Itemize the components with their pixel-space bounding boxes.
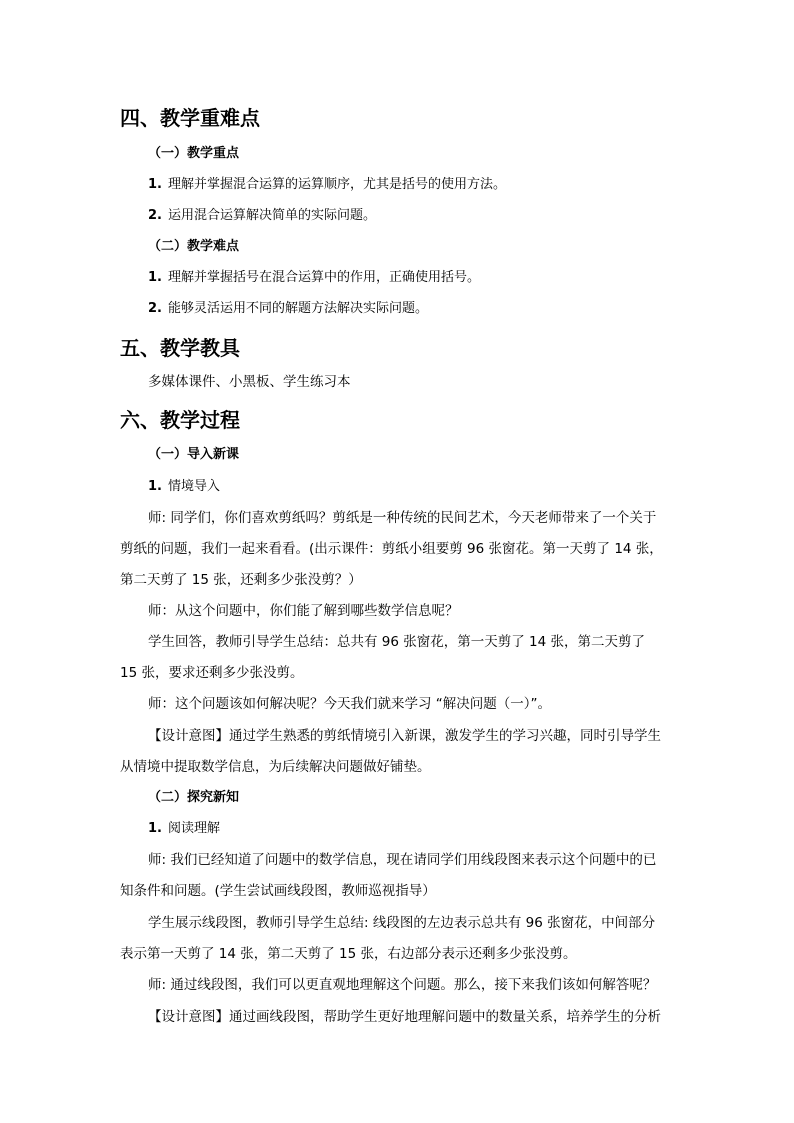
section-6-title: 六、教学过程 xyxy=(120,408,240,432)
list-item xyxy=(148,299,428,319)
list-item xyxy=(148,819,220,839)
list-item xyxy=(148,477,220,497)
section-6-sub1-heading: （一）导入新课 xyxy=(148,447,240,462)
design-intent-line: 【设计意图】通过学生熟悉的剪纸情境引入新课，激发学生的学习兴趣，同时引导学生 xyxy=(148,728,661,744)
section-4-sub2-heading: （二）教学难点 xyxy=(148,239,240,254)
list-item-text: 理解并掌握括号在混合运算中的作用，正确使用括号。 xyxy=(167,270,480,285)
section-4-sub1-heading: （一）教学重点 xyxy=(148,146,240,161)
paragraph-line: 第二天剪了 15 张，还剩多少张没剪？） xyxy=(120,572,362,588)
paragraph-line: 师: 我们已经知道了问题中的数学信息，现在请同学们用线段图来表示这个问题中的已 xyxy=(148,852,657,868)
design-intent-line: 【设计意图】通过画线段图，帮助学生更好地理解问题中的数量关系，培养学生的分析 xyxy=(148,1009,661,1025)
paragraph-line: 师: 同学们，你们喜欢剪纸吗？剪纸是一种传统的民间艺术，今天老师带来了一个关于 xyxy=(148,510,657,526)
section-5-title: 五、教学教具 xyxy=(120,336,240,360)
list-item-text: 能够灵活运用不同的解题方法解决实际问题。 xyxy=(167,301,428,316)
paragraph-line: 表示第一天剪了 14 张，第二天剪了 15 张，右边部分表示还剩多少张没剪。 xyxy=(120,946,577,962)
paragraph-line: 15 张，要求还剩多少张没剪。 xyxy=(120,665,304,681)
list-item-number: 1. xyxy=(148,270,162,285)
list-item xyxy=(148,206,376,226)
section-6-sub2-heading: （二）探究新知 xyxy=(148,790,240,805)
list-item-text: 阅读理解 xyxy=(167,821,220,836)
list-item-text: 运用混合运算解决简单的实际问题。 xyxy=(167,208,376,223)
list-item-text: 理解并掌握混合运算的运算顺序，尤其是括号的使用方法。 xyxy=(167,177,506,192)
list-item xyxy=(148,175,506,195)
paragraph-line: 师：这个问题该如何解决呢？今天我们就来学习 “解决问题（一）”。 xyxy=(148,696,552,712)
paragraph-line: 师：从这个问题中，你们能了解到哪些数学信息呢？ xyxy=(148,603,459,619)
paragraph-line: 学生展示线段图，教师引导学生总结: 线段图的左边表示总共有 96 张窗花，中间部分 xyxy=(148,915,656,931)
paragraph-line: 学生回答，教师引导学生总结：总共有 96 张窗花，第一天剪了 14 张，第二天剪了 xyxy=(148,634,646,650)
section-4-title: 四、教学重难点 xyxy=(120,106,260,130)
paragraph-line: 从情境中提取数学信息，为后续解决问题做好铺垫。 xyxy=(120,759,431,775)
list-item-number: 2. xyxy=(148,208,162,223)
list-item-number: 1. xyxy=(148,821,162,836)
list-item-number: 2. xyxy=(148,301,162,316)
section-5-body: 多媒体课件、小黑板、学生练习本 xyxy=(148,374,351,390)
paragraph-line: 知条件和问题。(学生尝试画线段图，教师巡视指导） xyxy=(120,883,436,899)
list-item-number: 1. xyxy=(148,479,162,494)
list-item xyxy=(148,268,480,288)
paragraph-line: 师: 通过线段图，我们可以更直观地理解这个问题。那么，接下来我们该如何解答呢？ xyxy=(148,977,657,993)
list-item-text: 情境导入 xyxy=(167,479,220,494)
paragraph-line: 剪纸的问题，我们一起来看看。(出示课件：剪纸小组要剪 96 张窗花。第一天剪了 14 张， xyxy=(120,541,663,557)
list-item-number: 1. xyxy=(148,177,162,192)
